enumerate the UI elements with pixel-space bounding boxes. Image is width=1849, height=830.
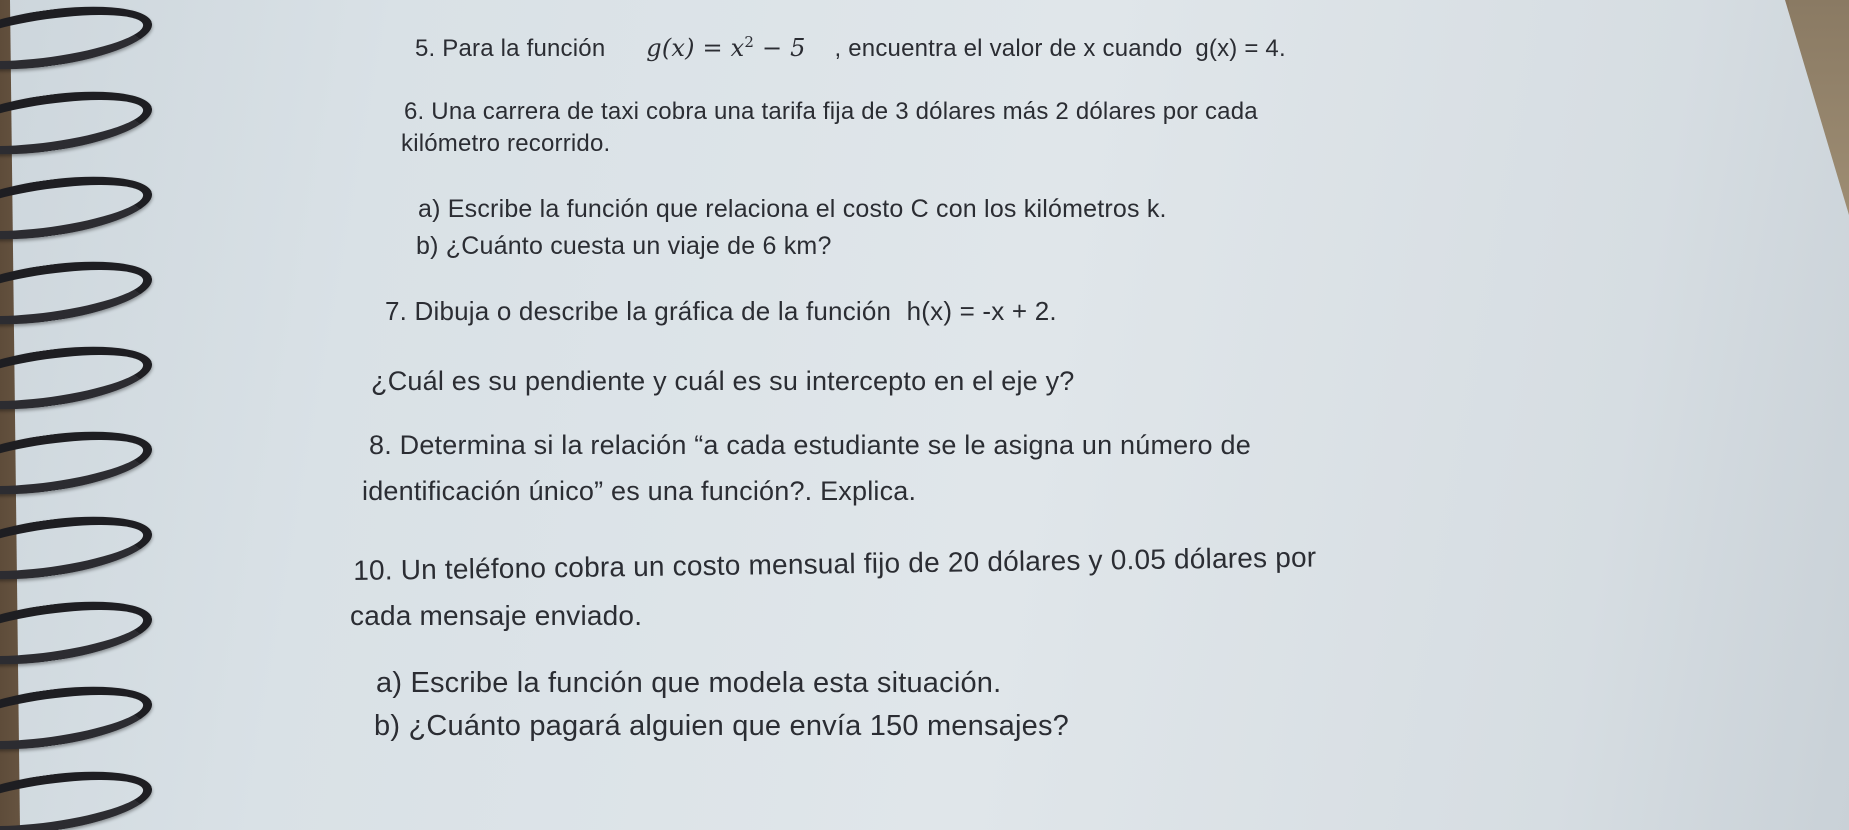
q7-function: h(x) = -x + 2.: [906, 296, 1057, 326]
q7-line-2: ¿Cuál es su pendiente y cuál es su intercepto en el eje y?: [371, 366, 1075, 396]
q7-line-1: 7. Dibuja o describe la gráfica de la función: [385, 296, 892, 326]
q5-condition: g(x) = 4.: [1195, 35, 1286, 62]
q10-line-2: cada mensaje enviado.: [350, 600, 643, 631]
q6-line-1: 6. Una carrera de taxi cobra una tarifa fija de 3 dólares más 2 dólares por cada: [404, 98, 1258, 125]
q8-line-2: identificación único” es una función?. Explica.: [362, 476, 917, 506]
q10-line-1: 10. Un teléfono cobra un costo mensual fijo de 20 dólares y 0.05 dólares por: [353, 541, 1317, 586]
q6-line-2: kilómetro recorrido.: [401, 130, 611, 157]
question-7: [385, 296, 1057, 327]
q5-function-name: g(x) = x: [646, 34, 745, 62]
q6-part-b: b) ¿Cuánto cuesta un viaje de 6 km?: [416, 232, 832, 260]
q6-part-a: a) Escribe la función que relaciona el costo C con los kilómetros k.: [418, 195, 1167, 223]
q5-exponent: 2: [744, 33, 755, 51]
q10-part-b: b) ¿Cuánto pagará alguien que envía 150 mensajes?: [374, 710, 1069, 742]
q10-part-a: a) Escribe la función que modela esta situación.: [376, 667, 1002, 699]
question-5: [415, 33, 1286, 63]
q5-suffix: , encuentra el valor de x cuando: [834, 35, 1183, 62]
q5-prefix: 5. Para la función: [415, 35, 606, 62]
q8-line-1: 8. Determina si la relación “a cada estudiante se le asigna un número de: [369, 430, 1251, 460]
q5-function-tail: − 5: [762, 34, 806, 62]
q5-function: [646, 34, 805, 62]
